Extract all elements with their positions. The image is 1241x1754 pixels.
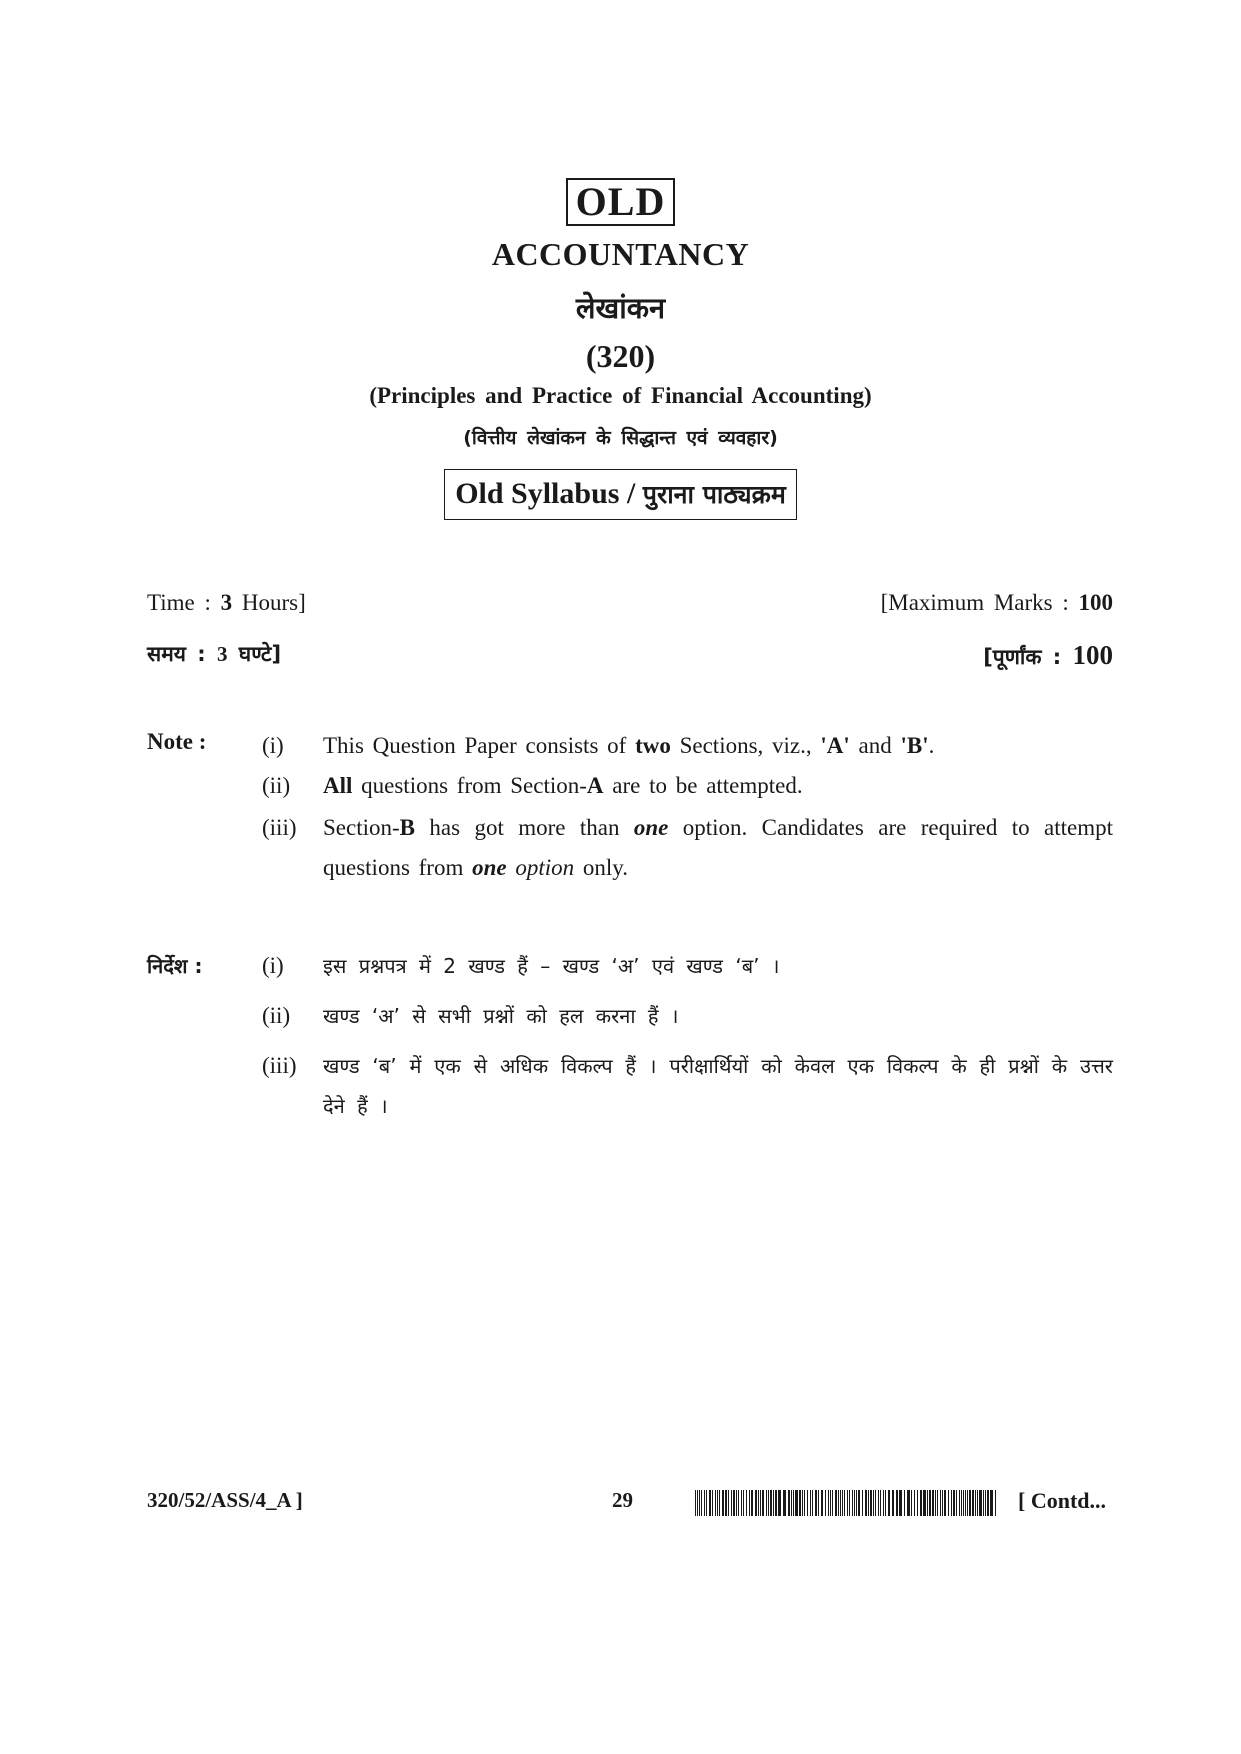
footer-paper-code: 320/52/ASS/4_A ] (147, 1488, 303, 1512)
time-marks-row-en (147, 590, 1113, 616)
page-number: 29 (612, 1488, 633, 1512)
subject-title-en: ACCOUNTANCY (491, 236, 750, 272)
time-hi: समय : 3 घण्टे] (147, 642, 282, 666)
paper-title-hi: (वित्तीय लेखांकन के सिद्धान्त एवं व्यवहार) (463, 427, 778, 449)
max-marks-hi: [पूर्णांक : 100 (983, 640, 1113, 670)
syllabus-en: Old Syllabus / (455, 477, 643, 510)
syllabus-box (444, 469, 797, 520)
note-label-en: Note : (147, 729, 207, 754)
subject-title-hi: लेखांकन (575, 291, 666, 325)
max-marks-en: [Maximum Marks : 100 (880, 590, 1113, 615)
time-marks-row-hi (147, 640, 1113, 668)
note-label-hi: निर्देश : (147, 954, 203, 978)
contd-label: [ Contd... (1018, 1488, 1107, 1513)
syllabus-hi: पुराना पाठ्यक्रम (642, 480, 786, 509)
paper-title-en: (Principles and Practice of Financial Accounting) (369, 383, 872, 408)
subject-code: (320) (585, 338, 656, 374)
barcode-icon (695, 1490, 1000, 1516)
old-label-box: OLD (566, 178, 676, 226)
time-en: Time : 3 Hours] (147, 590, 306, 615)
